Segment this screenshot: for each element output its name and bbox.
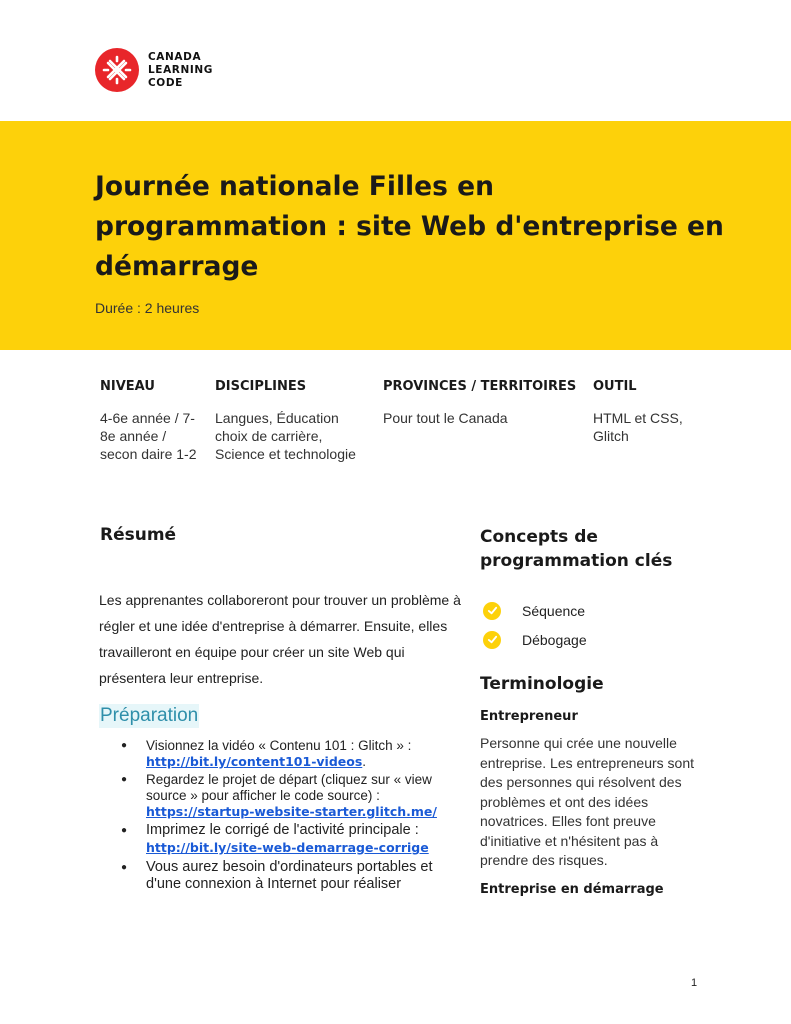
preparation-item-suffix: . (362, 754, 367, 769)
concepts-list (480, 596, 587, 654)
summary-heading: Résumé (100, 525, 177, 545)
concept-label: Débogage (522, 631, 587, 648)
page-title: Journée nationale Filles en programmation : site Web d'entreprise en démarrage (95, 171, 724, 282)
canada-learning-code-logo-icon (95, 48, 139, 92)
meta-level (100, 379, 205, 463)
meta-level-value: 4-6e année / 7-8e année / secon daire 1-2 (100, 410, 197, 462)
meta-provinces-value: Pour tout le Canada (383, 410, 508, 426)
meta-disciplines-heading: DISCIPLINES (215, 379, 307, 394)
title-banner (0, 121, 791, 350)
brand-logo (95, 48, 213, 92)
concepts-heading: Concepts de programmation clés (480, 527, 673, 571)
content101-videos-link[interactable]: http://bit.ly/content101-videos (146, 754, 363, 769)
concept-label: Séquence (522, 602, 586, 619)
preparation-item (99, 822, 469, 857)
logo-line-1: CANADA (148, 50, 202, 63)
preparation-item (99, 859, 469, 893)
terminology-heading: Terminologie (480, 674, 604, 694)
meta-tool (593, 379, 698, 445)
summary-text: Les apprenantes collaboreront pour trouver un problème à régler et une idée d'entreprise à démarrer. Ensuite, elles travailleront en équipe pour créer un site Web qui présentera leur entreprise. (99, 592, 461, 686)
preparation-item-text: Visionnez la vidéo « Contenu 101 : Glitch » : (146, 738, 412, 753)
meta-provinces-heading: PROVINCES / TERRITOIRES (383, 379, 577, 394)
preparation-item-text: Regardez le projet de départ (cliquez sur « view source » pour afficher le code source) : (146, 772, 432, 803)
duration-label: Durée : 2 heures (95, 300, 200, 316)
preparation-item-text: Imprimez le corrigé de l'activité principale : (146, 822, 419, 838)
meta-level-heading: NIVEAU (100, 379, 155, 394)
logo-line-3: CODE (148, 76, 183, 89)
preparation-item-text: Vous aurez besoin d'ordinateurs portables et d'une connexion à Internet pour réaliser (146, 859, 433, 892)
meta-tool-value: HTML et CSS, Glitch (593, 410, 683, 444)
meta-provinces (383, 379, 588, 427)
preparation-list (99, 738, 469, 895)
check-circle-icon (483, 602, 501, 620)
term-entrepreneur-definition: Personne qui crée une nouvelle entreprise. Les entrepreneurs sont des personnes qui résolvent des problèmes et ont des idées novatrices. Elles font preuve d'initiative et n'hésitent pas à prendre des risques. (480, 735, 695, 868)
concept-item (480, 625, 587, 654)
logo-wordmark (148, 51, 213, 90)
preparation-item (99, 738, 469, 770)
preparation-item (99, 772, 469, 820)
check-circle-icon (483, 631, 501, 649)
answer-key-link[interactable]: http://bit.ly/site-web-demarrage-corrige (146, 840, 429, 855)
starter-project-link[interactable]: https://startup-website-starter.glitch.me/ (146, 804, 437, 819)
logo-line-2: LEARNING (148, 63, 213, 76)
meta-tool-heading: OUTIL (593, 379, 637, 394)
term-entrepreneur: Entrepreneur (480, 709, 578, 724)
page-number: 1 (691, 977, 698, 989)
term-startup: Entreprise en démarrage (480, 882, 664, 897)
concept-item (480, 596, 587, 625)
preparation-heading: Préparation (100, 705, 199, 726)
meta-disciplines-value: Langues, Éducation choix de carrière, Science et technologie (215, 410, 356, 462)
meta-disciplines (215, 379, 375, 463)
